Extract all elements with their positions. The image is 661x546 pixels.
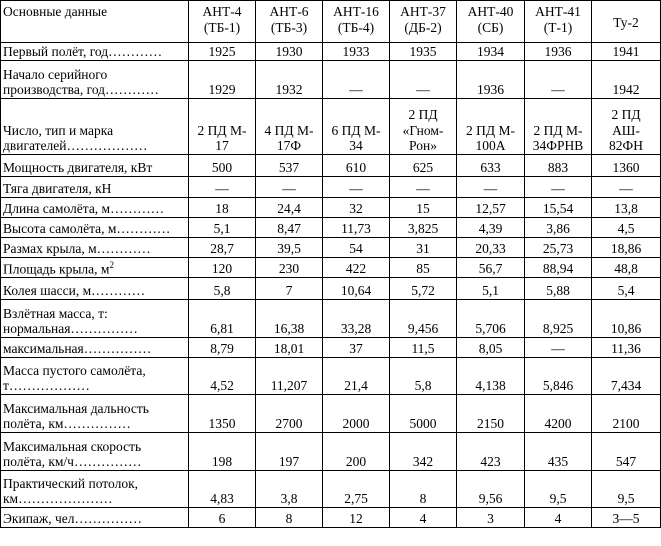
- row-label: Размах крыла, м…………: [1, 238, 189, 258]
- table-cell: 8: [256, 508, 323, 528]
- table-cell: 28,7: [189, 238, 256, 258]
- table-cell: 18: [189, 198, 256, 218]
- table-row: [1, 238, 661, 258]
- table-cell: 198: [189, 433, 256, 471]
- table-cell: 10,86: [592, 300, 661, 338]
- table-cell: 5,88: [525, 278, 592, 300]
- table-cell: 15: [390, 198, 457, 218]
- table-cell: 8,05: [457, 338, 525, 358]
- table-cell: 2000: [323, 395, 390, 433]
- table-row: [1, 338, 661, 358]
- table-cell: 6 ПД М- 34: [323, 99, 390, 155]
- table-cell: 9,5: [525, 471, 592, 508]
- table-cell: 12: [323, 508, 390, 528]
- table-cell: 4200: [525, 395, 592, 433]
- table-cell: 11,73: [323, 218, 390, 238]
- table-cell: 435: [525, 433, 592, 471]
- table-cell: 1934: [457, 43, 525, 61]
- row-label-superscript: 2: [109, 259, 114, 270]
- table-cell: 21,4: [323, 358, 390, 395]
- table-cell: 547: [592, 433, 661, 471]
- table-cell: 56,7: [457, 258, 525, 278]
- table-cell: 2 ПД «Гном- Рон»: [390, 99, 457, 155]
- table-cell: 1932: [256, 61, 323, 99]
- table-cell: 18,01: [256, 338, 323, 358]
- column-header: Ту-2: [592, 1, 661, 43]
- table-cell: 2700: [256, 395, 323, 433]
- table-cell: 4: [390, 508, 457, 528]
- table-cell: 423: [457, 433, 525, 471]
- table-cell: 8,79: [189, 338, 256, 358]
- table-cell: 37: [323, 338, 390, 358]
- table-cell: 39,5: [256, 238, 323, 258]
- table-cell: 9,456: [390, 300, 457, 338]
- table-cell: —: [525, 61, 592, 99]
- table-cell: 8,47: [256, 218, 323, 238]
- table-cell: —: [390, 61, 457, 99]
- table-cell: 8,925: [525, 300, 592, 338]
- table-cell: 2 ПД АШ- 82ФН: [592, 99, 661, 155]
- table-cell: 1925: [189, 43, 256, 61]
- column-header: АНТ-6 (ТБ-3): [256, 1, 323, 43]
- row-label: Максимальная дальность полёта, км……………: [1, 395, 189, 433]
- table-cell: 5,706: [457, 300, 525, 338]
- table-cell: 33,28: [323, 300, 390, 338]
- row-label: Тяга двигателя, кН: [1, 177, 189, 198]
- table-cell: 5,846: [525, 358, 592, 395]
- table-cell: 1360: [592, 155, 661, 177]
- row-label: Длина самолёта, м…………: [1, 198, 189, 218]
- column-header: АНТ-16 (ТБ-4): [323, 1, 390, 43]
- table-cell: 500: [189, 155, 256, 177]
- table-cell: 20,33: [457, 238, 525, 258]
- row-label: Масса пустого самолёта, т………………: [1, 358, 189, 395]
- row-label: Число, тип и марка двигателей………………: [1, 99, 189, 155]
- table-cell: 7,434: [592, 358, 661, 395]
- table-cell: 11,36: [592, 338, 661, 358]
- table-cell: 31: [390, 238, 457, 258]
- table-cell: —: [390, 177, 457, 198]
- table-cell: —: [323, 61, 390, 99]
- row-label: Взлётная масса, т: нормальная……………: [1, 300, 189, 338]
- table-cell: 25,73: [525, 238, 592, 258]
- table-cell: 625: [390, 155, 457, 177]
- table-cell: 197: [256, 433, 323, 471]
- table-cell: 342: [390, 433, 457, 471]
- table-cell: 4,52: [189, 358, 256, 395]
- table-row: [1, 218, 661, 238]
- table-row: [1, 433, 661, 471]
- table-cell: 1935: [390, 43, 457, 61]
- table-cell: 32: [323, 198, 390, 218]
- table-cell: 5,72: [390, 278, 457, 300]
- table-cell: 3—5: [592, 508, 661, 528]
- table-cell: 7: [256, 278, 323, 300]
- row-label: Высота самолёта, м…………: [1, 218, 189, 238]
- table-cell: 4,5: [592, 218, 661, 238]
- table-cell: 3: [457, 508, 525, 528]
- table-cell: 1929: [189, 61, 256, 99]
- table-cell: 1936: [457, 61, 525, 99]
- table-cell: 54: [323, 238, 390, 258]
- row-label: Мощность двигателя, кВт: [1, 155, 189, 177]
- table-cell: 120: [189, 258, 256, 278]
- table-cell: 633: [457, 155, 525, 177]
- table-cell: 4,83: [189, 471, 256, 508]
- table-cell: 11,207: [256, 358, 323, 395]
- table-cell: 5,1: [457, 278, 525, 300]
- table-header-row: [1, 1, 661, 43]
- table-cell: 9,56: [457, 471, 525, 508]
- table-cell: 5,8: [390, 358, 457, 395]
- table-cell: 1350: [189, 395, 256, 433]
- table-row: [1, 358, 661, 395]
- table-cell: 15,54: [525, 198, 592, 218]
- table-row: [1, 198, 661, 218]
- row-label: Максимальная скорость полёта, км/ч……………: [1, 433, 189, 471]
- table-row: [1, 61, 661, 99]
- table-cell: 4,39: [457, 218, 525, 238]
- table-cell: 1941: [592, 43, 661, 61]
- table-cell: 537: [256, 155, 323, 177]
- table-row: [1, 471, 661, 508]
- table-cell: 422: [323, 258, 390, 278]
- table-cell: 3,825: [390, 218, 457, 238]
- table-cell: —: [256, 177, 323, 198]
- table-cell: 88,94: [525, 258, 592, 278]
- column-header: АНТ-40 (СБ): [457, 1, 525, 43]
- table-cell: 1936: [525, 43, 592, 61]
- table-cell: 5,1: [189, 218, 256, 238]
- row-label: максимальная……………: [1, 338, 189, 358]
- table-row: [1, 300, 661, 338]
- table-cell: 1930: [256, 43, 323, 61]
- table-row: [1, 258, 661, 278]
- table-cell: 4,138: [457, 358, 525, 395]
- column-header: АНТ-41 (Т-1): [525, 1, 592, 43]
- table-row: [1, 177, 661, 198]
- table-cell: 5,8: [189, 278, 256, 300]
- table-cell: 4 ПД М- 17Ф: [256, 99, 323, 155]
- table-cell: 2150: [457, 395, 525, 433]
- table-cell: 2 ПД М- 34ФРНВ: [525, 99, 592, 155]
- table-cell: 883: [525, 155, 592, 177]
- table-cell: 1942: [592, 61, 661, 99]
- table-cell: 48,8: [592, 258, 661, 278]
- row-label: Экипаж, чел……………: [1, 508, 189, 528]
- row-label: Площадь крыла, $м^2$: [1, 258, 189, 278]
- table-cell: 18,86: [592, 238, 661, 258]
- table-body: [1, 43, 661, 528]
- table-cell: 2100: [592, 395, 661, 433]
- table-cell: 5,4: [592, 278, 661, 300]
- table-cell: 8: [390, 471, 457, 508]
- table-cell: —: [525, 177, 592, 198]
- table-row: [1, 508, 661, 528]
- table-cell: 200: [323, 433, 390, 471]
- table-cell: —: [189, 177, 256, 198]
- table-cell: 1933: [323, 43, 390, 61]
- column-header: АНТ-4 (ТБ-1): [189, 1, 256, 43]
- table-cell: —: [525, 338, 592, 358]
- table-cell: 6: [189, 508, 256, 528]
- table-cell: —: [457, 177, 525, 198]
- table-cell: 2 ПД М- 17: [189, 99, 256, 155]
- table-cell: 13,8: [592, 198, 661, 218]
- table-row: [1, 395, 661, 433]
- header-label: Основные данные: [1, 1, 189, 43]
- table-cell: 5000: [390, 395, 457, 433]
- table-row: [1, 43, 661, 61]
- row-label: Первый полёт, год…………: [1, 43, 189, 61]
- table-cell: 230: [256, 258, 323, 278]
- table-cell: 16,38: [256, 300, 323, 338]
- table-cell: —: [592, 177, 661, 198]
- column-header: АНТ-37 (ДБ-2): [390, 1, 457, 43]
- table-cell: 3,86: [525, 218, 592, 238]
- table-cell: 610: [323, 155, 390, 177]
- table-cell: 85: [390, 258, 457, 278]
- table-cell: 6,81: [189, 300, 256, 338]
- table-cell: 11,5: [390, 338, 457, 358]
- table-cell: 24,4: [256, 198, 323, 218]
- table-row: [1, 155, 661, 177]
- row-label: Практический потолок, км…………………: [1, 471, 189, 508]
- row-label: Начало серийного производства, год…………: [1, 61, 189, 99]
- table-cell: —: [323, 177, 390, 198]
- table-cell: 12,57: [457, 198, 525, 218]
- table-row: [1, 99, 661, 155]
- table-cell: 3,8: [256, 471, 323, 508]
- table-row: [1, 278, 661, 300]
- table-cell: 9,5: [592, 471, 661, 508]
- row-label: Колея шасси, м…………: [1, 278, 189, 300]
- table-cell: 10,64: [323, 278, 390, 300]
- table-cell: 2 ПД М- 100А: [457, 99, 525, 155]
- table-cell: 2,75: [323, 471, 390, 508]
- table-cell: 4: [525, 508, 592, 528]
